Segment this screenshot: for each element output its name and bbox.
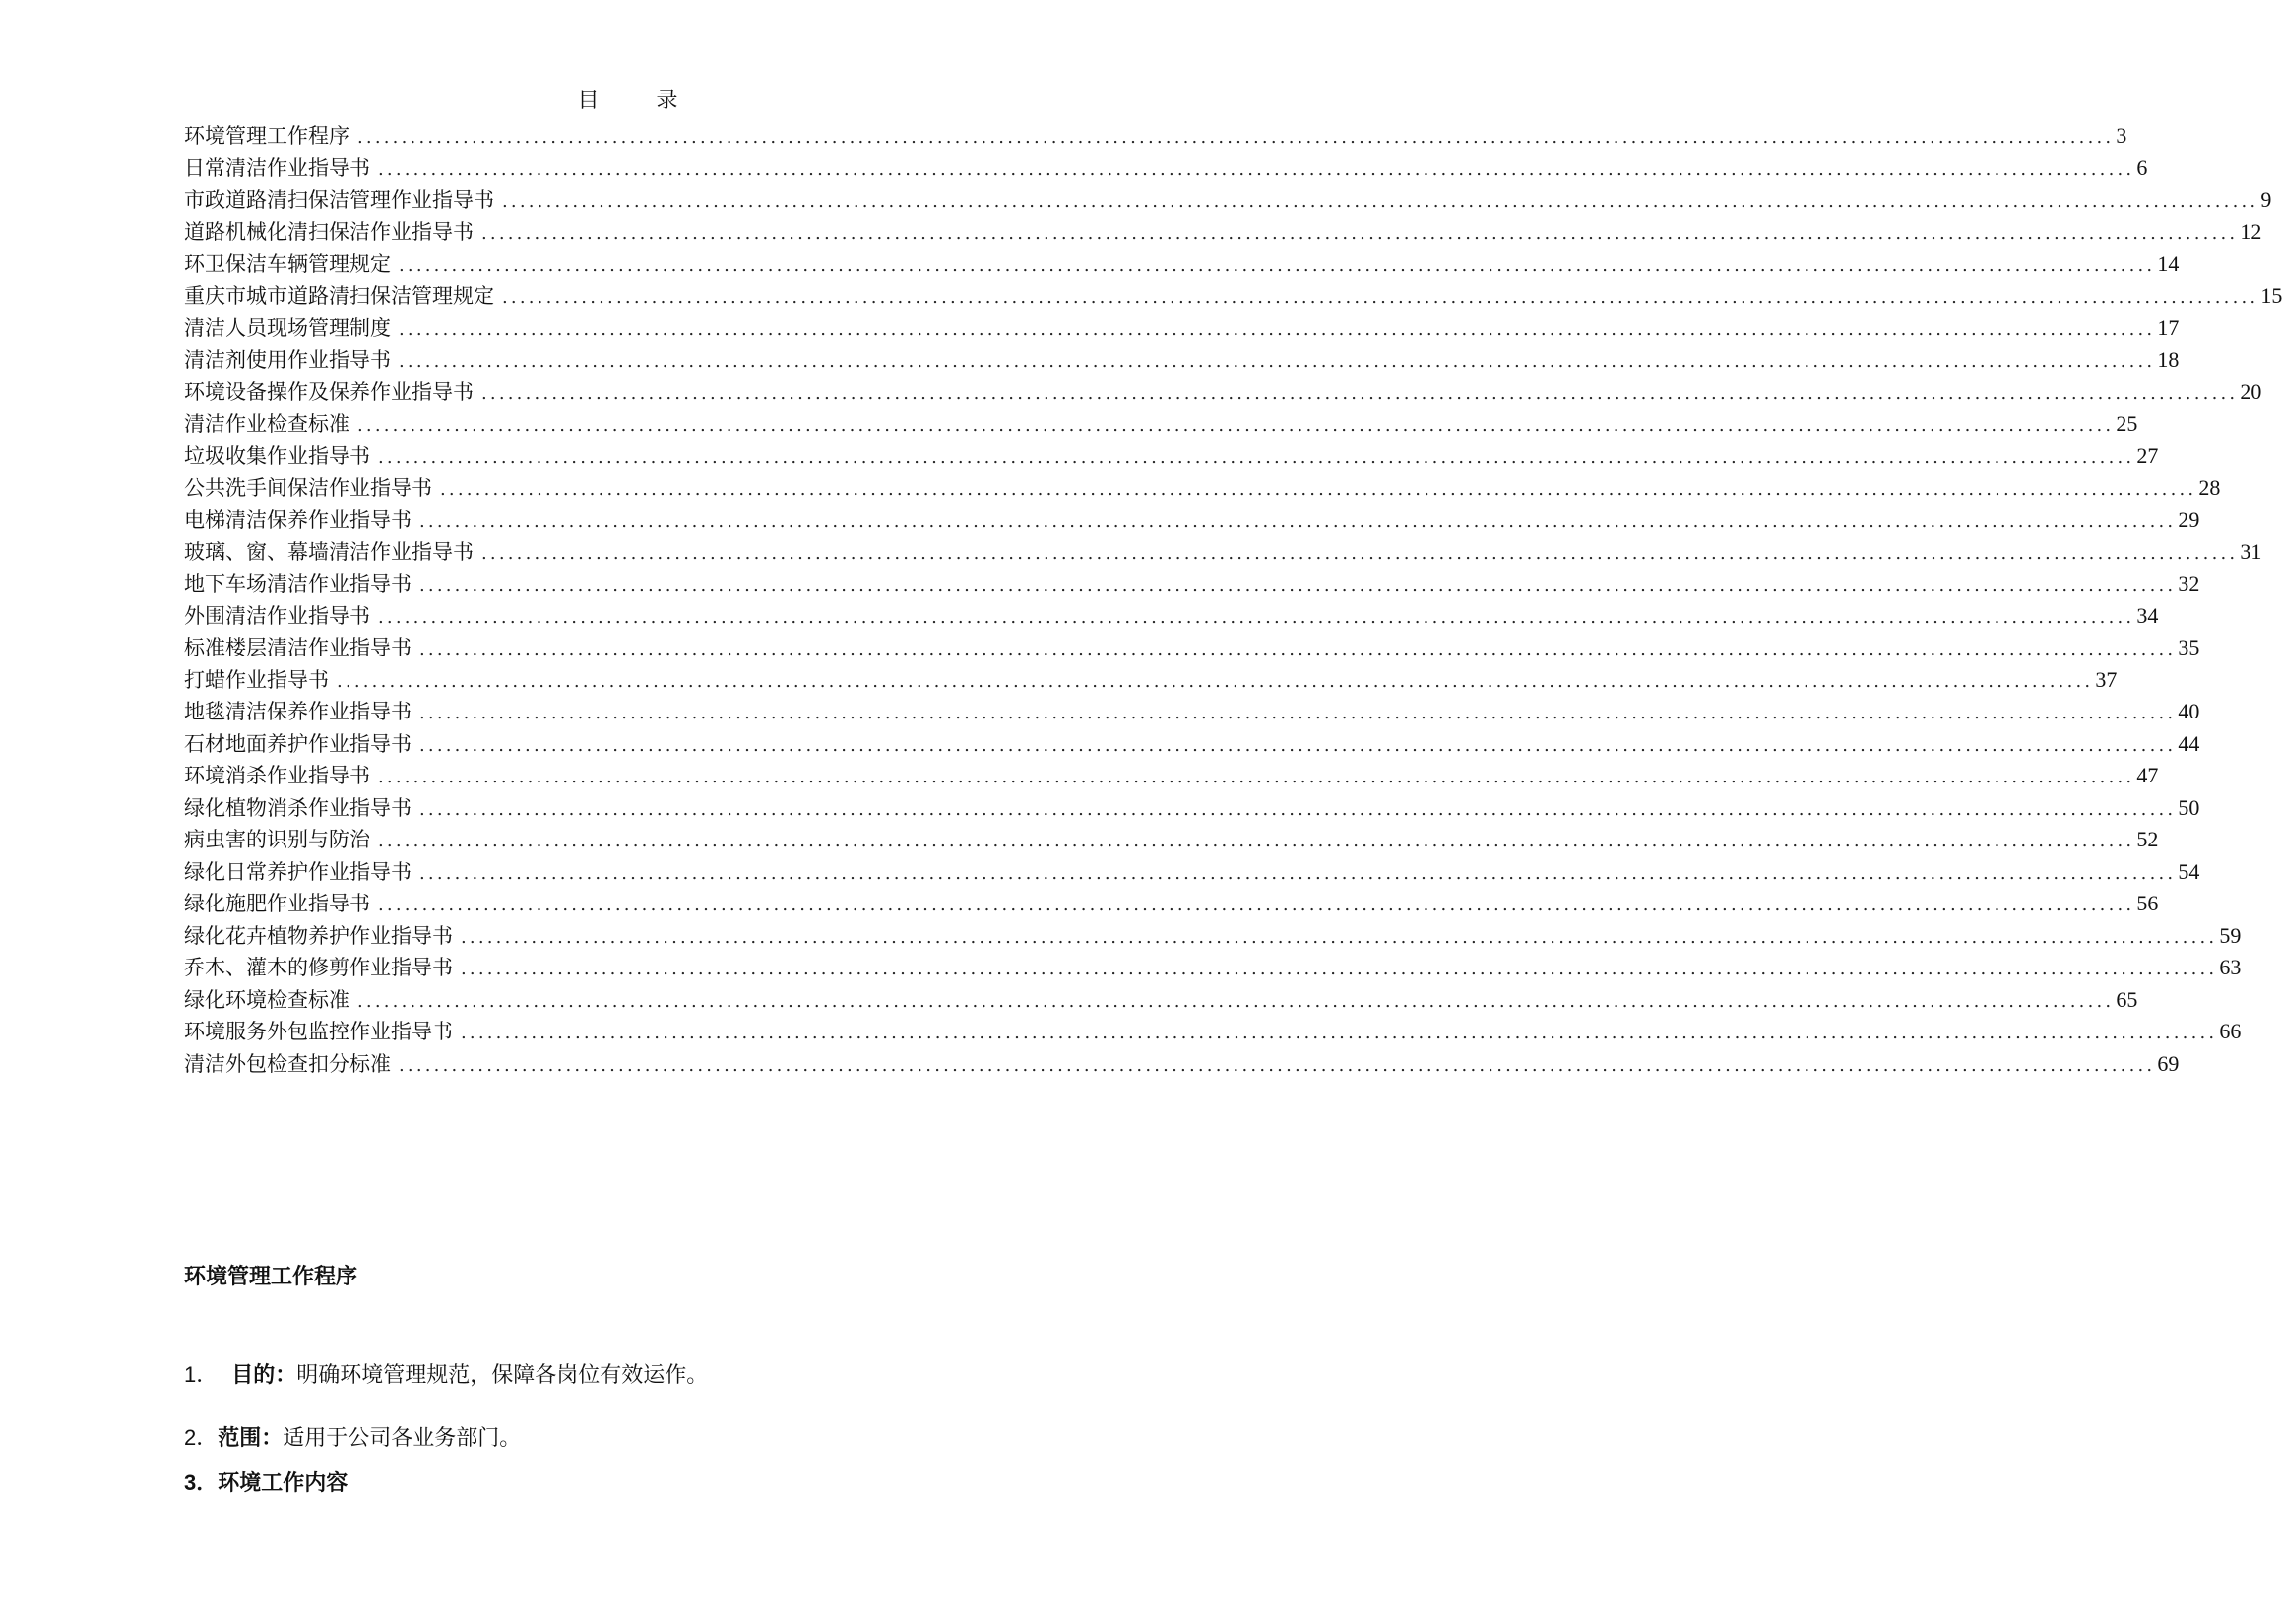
toc-entry-label: 重庆市城市道路清扫保洁管理规定 [184, 283, 494, 308]
toc-entry[interactable] [184, 728, 2200, 761]
toc-entry[interactable] [184, 760, 2159, 792]
toc-entry-page: 69 [2157, 1050, 2180, 1076]
paragraph-content-heading [184, 1468, 348, 1499]
toc-entry-page: 34 [2136, 602, 2159, 628]
toc-entry-page: 40 [2178, 699, 2200, 723]
section-heading: 环境管理工作程序 [184, 1265, 358, 1289]
toc-entry-label: 市政道路清扫保洁管理作业指导书 [184, 188, 494, 212]
toc-leader-dots: ........................................................................................................................................................................................................ [357, 990, 2115, 1012]
toc-leader-dots: ........................................................................................................................................................................................................ [378, 831, 2135, 851]
toc-leader-dots: ........................................................................................................................................................................................................ [337, 670, 2094, 692]
toc-entry[interactable] [184, 120, 2127, 153]
paragraph-number: 1． [184, 1362, 219, 1387]
toc-leader-dots: ........................................................................................................................................................................................................ [399, 350, 2156, 372]
toc-entry[interactable] [184, 281, 2282, 313]
toc-entry[interactable] [184, 472, 2221, 505]
toc-leader-dots: ........................................................................................................................................................................................................ [419, 511, 2177, 531]
toc-entry-page: 50 [2178, 794, 2200, 820]
toc-entry[interactable] [184, 600, 2159, 633]
toc-entry-page: 12 [2240, 219, 2262, 244]
paragraph-text: 明确环境管理规范，保障各岗位有效运作。 [296, 1363, 709, 1388]
toc-leader-dots: ........................................................................................................................................................................................................ [357, 414, 2115, 436]
toc-leader-dots: ........................................................................................................................................................................................................ [461, 1023, 2218, 1043]
toc-entry-label: 绿化日常养护作业指导书 [184, 859, 412, 884]
toc-leader-dots: ........................................................................................................................................................................................................ [419, 639, 2177, 659]
toc-entry-page: 66 [2219, 1019, 2242, 1043]
toc-entry-page: 65 [2116, 986, 2138, 1012]
toc-entry-page: 27 [2136, 443, 2159, 468]
toc-entry-label: 绿化植物消杀作业指导书 [184, 795, 412, 820]
toc-entry-label: 外围清洁作业指导书 [184, 603, 370, 628]
toc-leader-dots: ........................................................................................................................................................................................................ [378, 158, 2135, 180]
toc-entry-label: 垃圾收集作业指导书 [184, 444, 370, 468]
toc-entry-label: 玻璃、窗、幕墙清洁作业指导书 [184, 539, 474, 564]
toc-entry-label: 标准楼层清洁作业指导书 [184, 636, 412, 659]
toc-entry-page: 9 [2260, 187, 2272, 212]
toc-entry[interactable] [184, 248, 2180, 281]
toc-leader-dots: ........................................................................................................................................................................................................ [419, 798, 2177, 820]
toc-entry[interactable] [184, 312, 2180, 344]
toc-entry[interactable] [184, 792, 2200, 825]
toc-entry[interactable] [184, 504, 2200, 536]
toc-entry-label: 清洁外包检查扣分标准 [184, 1051, 391, 1076]
toc-leader-dots: ........................................................................................................................................................................................................ [502, 286, 2259, 308]
toc-entry-label: 乔木、灌木的修剪作业指导书 [184, 956, 453, 979]
toc-entry-label: 地毯清洁保养作业指导书 [184, 700, 412, 723]
toc-entry-page: 20 [2240, 379, 2262, 404]
toc-entry-label: 环境消杀作业指导书 [184, 764, 370, 787]
paragraph-lead: 范围： [218, 1426, 284, 1451]
toc-leader-dots: ........................................................................................................................................................................................................ [378, 447, 2135, 468]
toc-leader-dots: ........................................................................................................................................................................................................ [481, 383, 2239, 404]
toc-entry[interactable] [184, 217, 2262, 249]
toc-entry-label: 环境服务外包监控作业指导书 [184, 1020, 453, 1043]
toc-entry-label: 绿化花卉植物养护作业指导书 [184, 923, 453, 948]
toc-entry[interactable] [184, 920, 2242, 953]
toc-entry-page: 17 [2157, 315, 2180, 340]
toc-entry-page: 37 [2095, 666, 2118, 692]
toc-leader-dots: ........................................................................................................................................................................................................ [378, 606, 2135, 628]
paragraph-text: 环境工作内容 [218, 1471, 349, 1496]
toc-entry[interactable] [184, 568, 2200, 600]
toc-entry[interactable] [184, 344, 2180, 377]
toc-leader-dots: ........................................................................................................................................................................................................ [419, 575, 2177, 595]
toc-entry[interactable] [184, 984, 2138, 1017]
toc-entry-label: 公共洗手间保洁作业指导书 [184, 475, 432, 500]
paragraph-purpose [184, 1360, 708, 1391]
toc-title: 目录 [577, 89, 735, 113]
toc-leader-dots: ........................................................................................................................................................................................................ [502, 191, 2259, 212]
toc-entry-page: 56 [2136, 891, 2159, 915]
toc-entry[interactable] [184, 536, 2262, 569]
toc-entry-page: 15 [2260, 282, 2282, 308]
toc-entry-label: 清洁人员现场管理制度 [184, 316, 391, 340]
toc-entry-label: 打蜡作业指导书 [184, 667, 329, 692]
toc-entry[interactable] [184, 888, 2159, 920]
toc-entry-label: 地下车场清洁作业指导书 [184, 572, 412, 595]
toc-leader-dots: ........................................................................................................................................................................................................ [419, 862, 2177, 884]
toc-entry-label: 石材地面养护作业指导书 [184, 731, 412, 756]
toc-leader-dots: ........................................................................................................................................................................................................ [399, 319, 2156, 340]
toc-entry-label: 病虫害的识别与防治 [184, 828, 370, 851]
toc-entry[interactable] [184, 1048, 2180, 1081]
toc-entry[interactable] [184, 153, 2148, 185]
toc-entry-page: 31 [2240, 538, 2262, 564]
toc-leader-dots: ........................................................................................................................................................................................................ [378, 767, 2135, 787]
toc-entry-page: 59 [2219, 922, 2242, 948]
toc-entry-page: 18 [2157, 346, 2180, 372]
toc-entry-label: 清洁剂使用作业指导书 [184, 347, 391, 372]
toc-leader-dots: ........................................................................................................................................................................................................ [419, 734, 2177, 756]
toc-entry[interactable] [184, 408, 2138, 441]
toc-entry[interactable] [184, 952, 2242, 984]
toc-entry-label: 环境设备操作及保养作业指导书 [184, 380, 474, 404]
toc-entry-page: 44 [2178, 730, 2200, 756]
toc-entry-page: 35 [2178, 635, 2200, 659]
toc-leader-dots: ........................................................................................................................................................................................................ [440, 478, 2197, 500]
toc-entry-label: 电梯清洁保养作业指导书 [184, 508, 412, 531]
toc-list [184, 120, 2282, 1080]
toc-entry-label: 日常清洁作业指导书 [184, 156, 370, 180]
toc-leader-dots: ........................................................................................................................................................................................................ [378, 895, 2135, 915]
toc-entry[interactable] [184, 1016, 2242, 1048]
toc-entry-page: 28 [2198, 474, 2221, 500]
toc-leader-dots: ........................................................................................................................................................................................................ [399, 255, 2156, 276]
toc-entry-label: 环境管理工作程序 [184, 124, 349, 148]
toc-entry[interactable] [184, 824, 2159, 856]
toc-entry[interactable] [184, 184, 2272, 217]
toc-entry-label: 清洁作业检查标准 [184, 411, 349, 436]
toc-entry[interactable] [184, 440, 2159, 472]
toc-entry-page: 52 [2136, 827, 2159, 851]
toc-entry-page: 54 [2178, 858, 2200, 884]
toc-entry-page: 3 [2116, 123, 2127, 148]
toc-leader-dots: ........................................................................................................................................................................................................ [461, 926, 2218, 948]
toc-entry-page: 25 [2116, 410, 2138, 436]
toc-entry[interactable] [184, 664, 2118, 697]
paragraph-scope [184, 1423, 521, 1454]
toc-entry[interactable] [184, 632, 2200, 664]
toc-leader-dots: ........................................................................................................................................................................................................ [461, 959, 2218, 979]
toc-entry-label: 道路机械化清扫保洁作业指导书 [184, 219, 474, 244]
toc-entry[interactable] [184, 696, 2200, 728]
toc-entry-label: 环卫保洁车辆管理规定 [184, 252, 391, 276]
paragraph-text: 适用于公司各业务部门。 [283, 1426, 522, 1451]
toc-entry-label: 绿化环境检查标准 [184, 987, 349, 1012]
toc-entry-label: 绿化施肥作业指导书 [184, 892, 370, 915]
toc-leader-dots: ........................................................................................................................................................................................................ [357, 127, 2115, 148]
toc-entry-page: 47 [2136, 763, 2159, 787]
toc-leader-dots: ........................................................................................................................................................................................................ [481, 542, 2239, 564]
toc-entry-page: 32 [2178, 571, 2200, 595]
toc-entry-page: 14 [2157, 251, 2180, 276]
toc-leader-dots: ........................................................................................................................................................................................................ [399, 1054, 2156, 1076]
toc-leader-dots: ........................................................................................................................................................................................................ [481, 222, 2239, 244]
toc-entry[interactable] [184, 856, 2200, 889]
paragraph-number: 3． [184, 1470, 219, 1495]
toc-entry-page: 29 [2178, 507, 2200, 531]
paragraph-lead: 目的： [231, 1363, 297, 1388]
paragraph-number: 2． [184, 1425, 219, 1450]
toc-entry-page: 63 [2219, 955, 2242, 979]
toc-leader-dots: ........................................................................................................................................................................................................ [419, 703, 2177, 723]
toc-entry-page: 6 [2136, 155, 2148, 180]
toc-entry[interactable] [184, 376, 2262, 408]
